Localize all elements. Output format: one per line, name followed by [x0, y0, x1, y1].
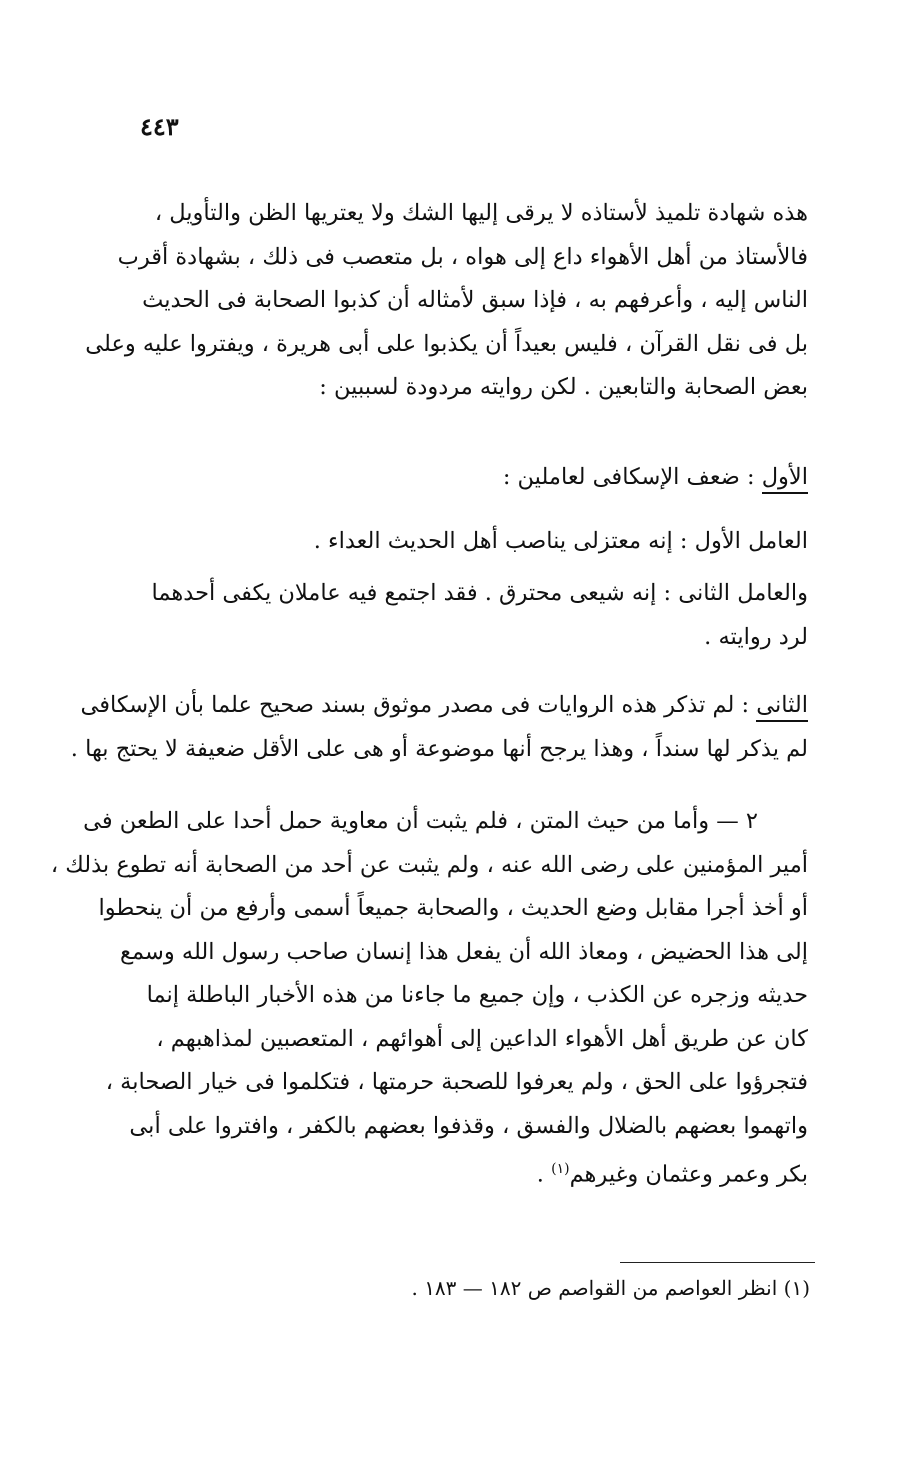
second-reason-label: الثانى — [756, 692, 808, 722]
paragraph-1 — [85, 192, 808, 410]
sentence-end: . — [536, 1161, 552, 1188]
page-number: ٤٤٣ — [140, 112, 179, 141]
first-reason-line — [158, 456, 808, 500]
text-line: كان عن طريق أهل الأهواء الداعين إلى أهوائهم ، المتعصبين لمذاهبهم ، — [156, 1025, 808, 1052]
text-line: الناس إليه ، وأعرفهم به ، فإذا سبق لأمثاله أن كذبوا الصحابة فى الحديث — [142, 287, 808, 313]
text-line: هذه شهادة تلميذ لأستاذه لا يرقى إليها الشك ولا يعتريها الظن والتأويل ، — [154, 200, 808, 226]
text-line: أمير المؤمنين على رضى الله عنه ، ولم يثبت عن أحد من الصحابة أنه تطوع بذلك ، — [50, 851, 808, 878]
text-line: والعامل الثانى : إنه شيعى محترق . فقد اجتمع فيه عاملان يكفى أحدهما — [151, 580, 808, 606]
second-reason — [70, 684, 808, 771]
text-line-content: بكر وعمر وعثمان وغيرهم — [569, 1161, 808, 1188]
text-line: حديثه وزجره عن الكذب ، وإن جميع ما جاءنا من هذه الأخبار الباطلة إنما — [146, 982, 808, 1008]
text-line: فالأستاذ من أهل الأهواء داع إلى هواه ، بل متعصب فى ذلك ، بشهادة أقرب — [117, 243, 808, 270]
first-reason-label: الأول — [762, 464, 808, 494]
factor-2 — [151, 572, 808, 659]
last-text-line — [158, 1148, 808, 1197]
factor-1 — [158, 520, 808, 564]
first-reason — [158, 456, 808, 500]
second-reason-line-1 — [80, 684, 808, 728]
footnote-divider — [620, 1262, 815, 1263]
text-line: فتجرؤوا على الحق ، ولم يعرفوا للصحبة حرمتها ، فتكلموا فى خيار الصحابة ، — [105, 1069, 808, 1095]
text-line: أو أخذ أجرا مقابل وضع الحديث ، والصحابة جميعاً أسمى وأرفع من أن ينحطوا — [98, 895, 808, 921]
text-line: لرد روايته . — [704, 623, 808, 650]
footnote: (١) انظر العواصم من القواصم ص ١٨٢ — ١٨٣ . — [411, 1276, 810, 1300]
text-line: واتهموا بعضهم بالضلال والفسق ، وقذفوا بعضهم بالكفر ، وافتروا على أبى — [129, 1112, 808, 1139]
footnote-marker: (١) — [551, 1161, 570, 1177]
text-line: العامل الأول : إنه معتزلى يناصب أهل الحديث العداء . — [313, 528, 808, 554]
text-line: لم يذكر لها سنداً ، وهذا يرجح أنها موضوعة أو هى على الأقل ضعيفة لا يحتج بها . — [70, 735, 808, 762]
first-reason-text: : ضعف الإسكافى لعاملين : — [502, 464, 762, 490]
text-line: بعض الصحابة والتابعين . لكن روايته مردودة لسببين : — [319, 374, 808, 400]
paragraph-3 — [50, 800, 808, 1197]
second-reason-text: : لم تذكر هذه الروايات فى مصدر موثوق بسند صحيح علما بأن الإسكافى — [80, 692, 757, 718]
text-line: إلى هذا الحضيض ، ومعاذ الله أن يفعل هذا إنسان صاحب رسول الله وسمع — [120, 938, 808, 965]
text-line: ٢ — وأما من حيث المتن ، فلم يثبت أن معاوية حمل أحدا على الطعن فى — [83, 808, 758, 834]
text-line: بل فى نقل القرآن ، فليس بعيداً أن يكذبوا على أبى هريرة ، ويفتروا عليه وعلى — [85, 330, 808, 357]
